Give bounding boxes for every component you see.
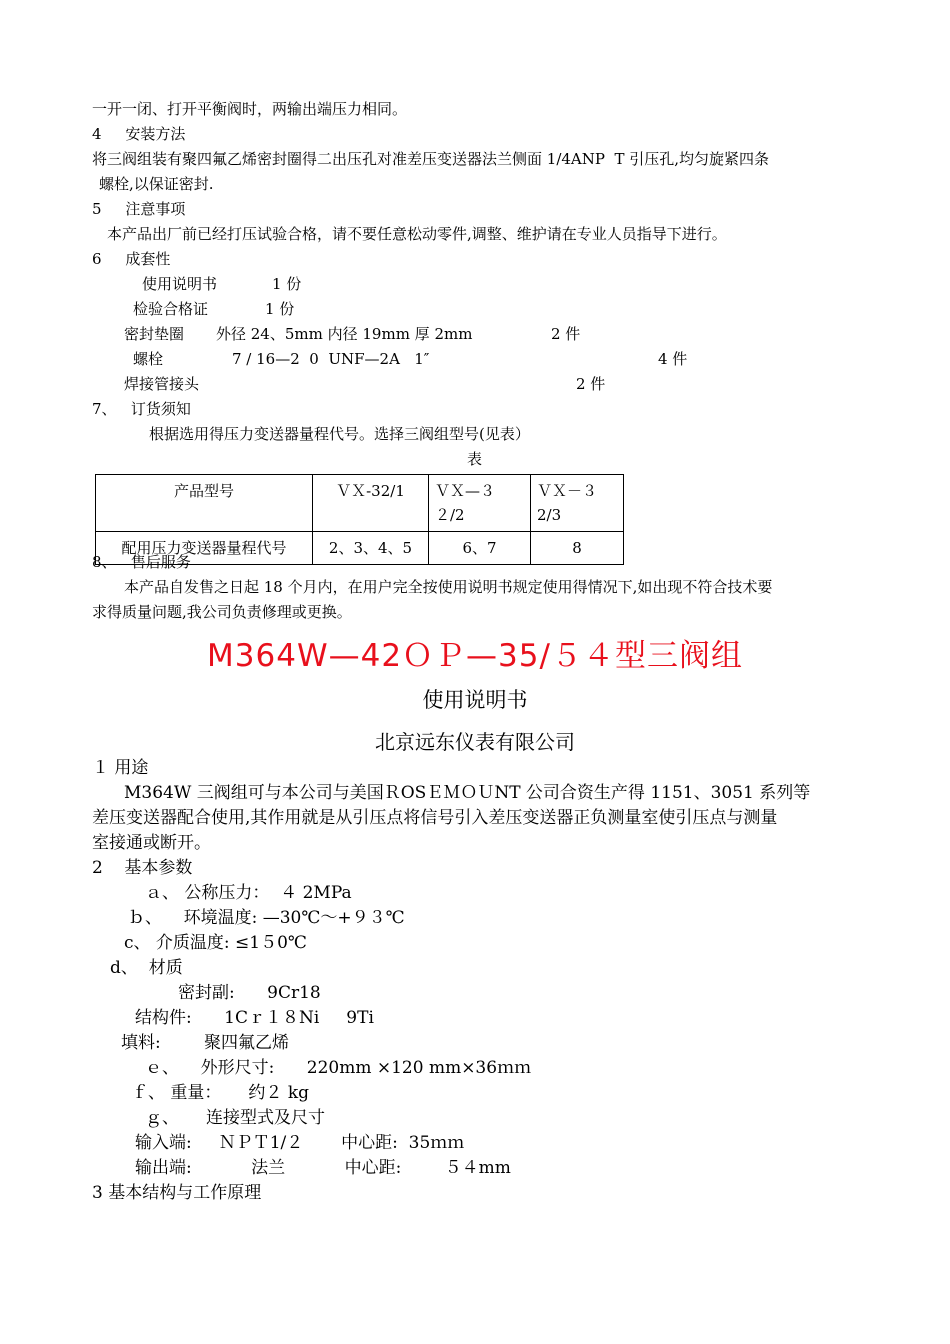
kit-item-qty: 1 份 bbox=[265, 300, 295, 318]
model-table bbox=[95, 474, 624, 565]
param-item: d、 材质 bbox=[110, 958, 183, 978]
param-item: ｂ、 环境温度: —30℃～+９３℃ bbox=[128, 908, 405, 928]
param-item: 输入端: ＮＰＴ1/２ 中心距: 35ｍｍ bbox=[135, 1133, 465, 1153]
param-item: ａ、 公称压力： ４ 2MPa bbox=[145, 883, 352, 903]
kit-item-name: 焊接管接头 bbox=[124, 375, 200, 393]
kit-item-spec: 7 / 16—2 0 UNF—2A 1″ bbox=[232, 350, 430, 368]
text-line: 螺栓,以保证密封. bbox=[99, 175, 214, 193]
section-heading-order: 7、 订货须知 bbox=[92, 400, 191, 418]
table-cell: 配用压力变送器量程代号 bbox=[96, 532, 313, 565]
kit-item-qty: 1 份 bbox=[272, 275, 302, 293]
section-heading-install: 4 安装方法 bbox=[92, 125, 186, 143]
company-name: 北京远东仪表有限公司 bbox=[375, 730, 575, 754]
kit-item-qty: 2 件 bbox=[576, 375, 606, 393]
section-heading-params: 2 基本参数 bbox=[92, 858, 193, 878]
kit-item-name: 螺栓 bbox=[133, 350, 164, 368]
kit-item-name: 检验合格证 bbox=[133, 300, 209, 318]
section-heading-notes: 5 注意事项 bbox=[92, 200, 186, 218]
table-caption: 表 bbox=[467, 450, 483, 468]
table-cell: 6、7 bbox=[429, 532, 531, 565]
param-item: 密封副: 9Cr18 bbox=[178, 983, 321, 1003]
table-cell: 2、3、4、5 bbox=[313, 532, 429, 565]
param-item: ｆ、 重量： 约２ kg bbox=[131, 1083, 310, 1103]
section-heading-structure: 3 基本结构与工作原理 bbox=[92, 1183, 262, 1203]
document-subtitle: 使用说明书 bbox=[422, 688, 528, 712]
text-line: 将三阀组装有聚四氟乙烯密封圈得二出压孔对准差压变送器法兰侧面 1/4ANP T 引压孔,均匀旋紧四条 bbox=[92, 150, 770, 168]
table-cell: ＶＸ－３2/3 bbox=[531, 475, 624, 532]
kit-item-name: 使用说明书 bbox=[142, 275, 218, 293]
table-cell: 8 bbox=[531, 532, 624, 565]
document-title: M364W—42ＯＰ—35/５４型三阀组 bbox=[207, 638, 743, 674]
service-text: 本产品自发售之日起 18 个月内，在用户完全按使用说明书规定使用得情况下,如出现不符合技术要 bbox=[124, 578, 773, 596]
table-row bbox=[96, 475, 624, 532]
kit-item-qty: 2 件 bbox=[551, 325, 581, 343]
param-item: ｅ、 外形尺寸: 220mm ×120 mm×36ｍｍ bbox=[145, 1058, 532, 1078]
kit-item-qty: 4 件 bbox=[658, 350, 688, 368]
table-cell: ＶＸ-32/1 bbox=[313, 475, 429, 532]
purpose-text: 室接通或断开。 bbox=[92, 833, 211, 853]
text-line: 一开一闭、打开平衡阀时，两输出端压力相同。 bbox=[92, 100, 408, 118]
kit-item-spec: 外径 24、5mm 内径 19mm 厚 2mm bbox=[216, 325, 473, 343]
section-heading-purpose: １ 用途 bbox=[92, 758, 149, 778]
param-item: c、 介质温度: ≤1５0℃ bbox=[124, 933, 307, 953]
section-heading-kit: 6 成套性 bbox=[92, 250, 171, 268]
section-heading-service: 8、 售后服务 bbox=[92, 553, 191, 571]
param-item: 结构件: 1Cｒ１８Ni 9Ti bbox=[135, 1008, 374, 1028]
order-text: 根据选用得压力变送器量程代号。选择三阀组型号(见表） bbox=[149, 425, 530, 443]
purpose-text: 差压变送器配合使用,其作用就是从引压点将信号引入差压变送器正负测量室使引压点与测量 bbox=[92, 808, 778, 828]
param-item: ｇ、 连接型式及尺寸 bbox=[145, 1108, 326, 1128]
kit-item-name: 密封垫圈 bbox=[124, 325, 185, 343]
purpose-text: M364W 三阀组可与本公司与美国ＲOSＥＭＯＵNT 公司合资生产得 1151、3051 系列等 bbox=[124, 783, 811, 803]
service-text: 求得质量问题,我公司负责修理或更换。 bbox=[92, 603, 352, 621]
param-item: 填料: 聚四氟乙烯 bbox=[121, 1033, 289, 1053]
table-cell: 产品型号 bbox=[96, 475, 313, 532]
table-cell: ＶＸ—３２/2 bbox=[429, 475, 531, 532]
param-item: 输出端: 法兰 中心距: ５４mm bbox=[135, 1158, 511, 1178]
text-line: 本产品出厂前已经打压试验合格，请不要任意松动零件,调整、维护请在专业人员指导下进行。 bbox=[107, 225, 727, 243]
